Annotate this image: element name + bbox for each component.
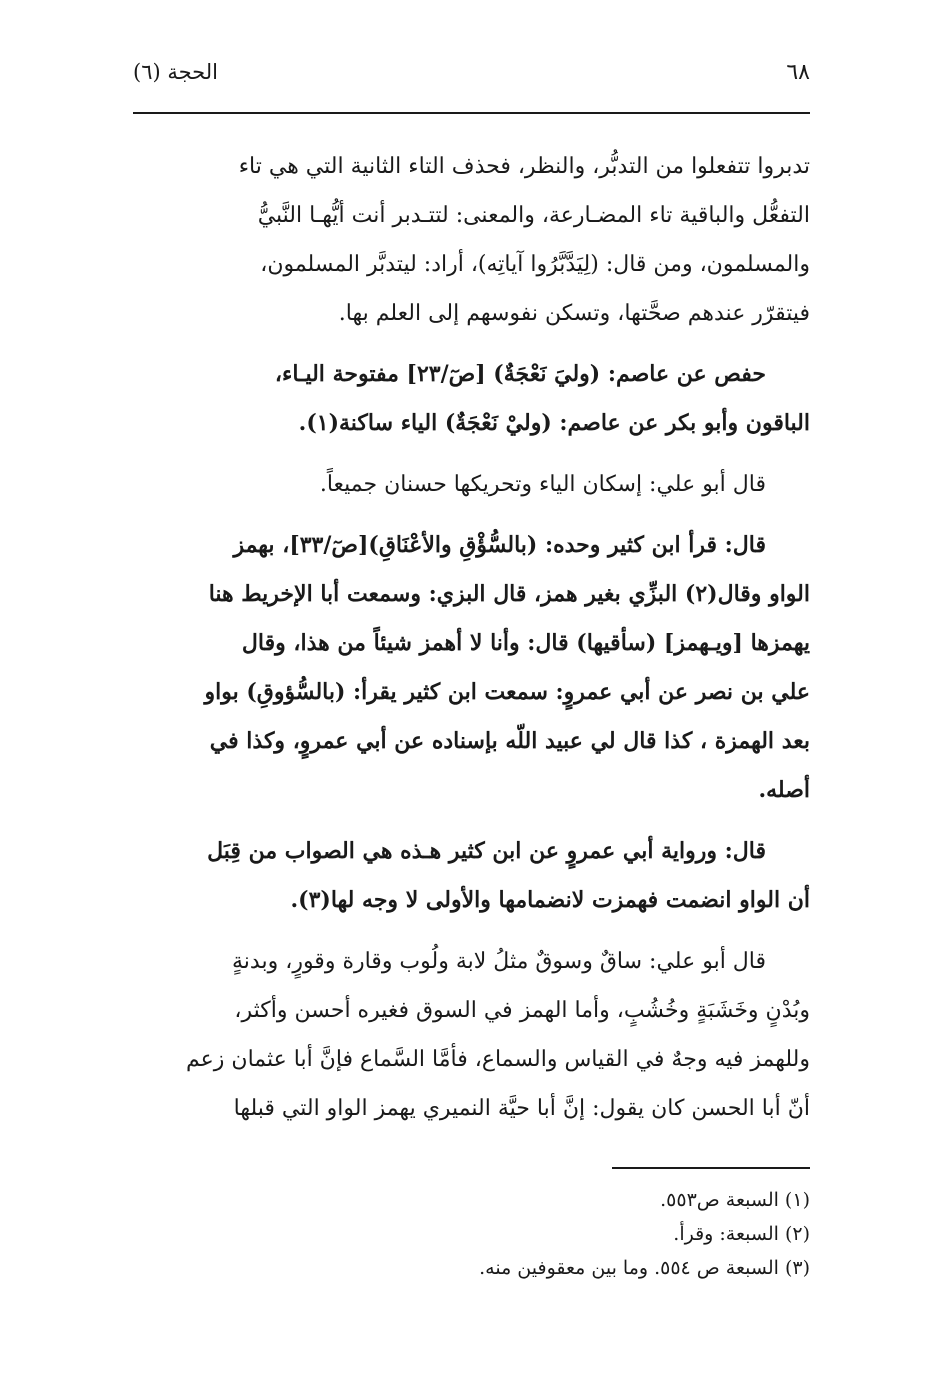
text-line: بعد الهمزة ، كذا قال لي عبيد اللّه بإسناده عن أبي عمروٍ، وكذا في <box>209 728 810 754</box>
running-title: الحجة (٦) <box>133 60 218 84</box>
footnote: (١) السبعة ص٥٥٣. <box>660 1189 810 1211</box>
text-line: أن الواو انضمت فهمزت لانضمامها والأولى لا وجه لها(٣). <box>290 887 810 913</box>
text-line: يهمزها [ويـهمز] (سأقيها) قال: وأنا لا أهمز شيئاً من هذا، وقال <box>241 630 810 656</box>
text-line: حفص عن عاصم: (وليَ نَعْجَةٌ) [صٓ/٢٣] مفتوحة اليـاء، <box>274 361 766 387</box>
footnotes <box>133 1183 810 1285</box>
header-rule <box>133 112 810 114</box>
text-line: فيتقرّر عندهم صحَّتها، وتسكن نفوسهم إلى العلم بها. <box>338 301 810 326</box>
footnote: (٢) السبعة: وقرأ. <box>673 1223 810 1245</box>
text-line: علي بن نصر عن أبي عمروٍ: سمعت ابن كثير يقرأ: (بالسُّؤوقِ) بواو <box>204 679 810 705</box>
text-line: الواو وقال(٢) البزِّي بغير همز، قال البزي: وسمعت أبا الإخريط هنا <box>208 581 810 607</box>
paragraph-gap <box>133 338 810 350</box>
paragraph-gap <box>133 448 810 460</box>
paragraph-gap <box>133 509 810 521</box>
text-line: والمسلمون، ومن قال: (لِيَدَّبَّرُوا آياتِه)، أراد: ليتدبَّر المسلمون، <box>260 252 810 277</box>
text-line: قال: ورواية أبي عمروٍ عن ابن كثير هـذه هي الصواب من قِبَل <box>207 838 766 864</box>
text-line: قال: قرأ ابن كثير وحده: (بالسُّؤْقِ والأعْنَاقِ)[صٓ/٣٣]، بهمز <box>233 532 766 558</box>
text-line: قال أبو علي: ساقٌ وسوقٌ مثلُ لابة ولُوب وقارة وقورٍ، وبدنةٍ <box>232 949 766 974</box>
footnote-separator <box>612 1167 810 1169</box>
paragraph-gap <box>133 815 810 827</box>
footnote: (٣) السبعة ص ٥٥٤. وما بين معقوفين منه. <box>479 1257 810 1279</box>
text-line: تدبروا تتفعلوا من التدبُّر، والنظر، فحذف التاء الثانية التي هي تاء <box>238 154 810 179</box>
text-line: أصله. <box>758 777 810 803</box>
text-line: قال أبو علي: إسكان الياء وتحريكها حسنان جميعاً. <box>319 472 766 497</box>
text-line: التفعُّل والباقية تاء المضـارعة، والمعنى: لتتـدبر أنت أيُّهـا النَّبيُّ <box>257 203 810 228</box>
page-header <box>133 60 810 100</box>
paragraph-gap <box>133 925 810 937</box>
main-text <box>133 142 810 1133</box>
book-page <box>133 60 810 1285</box>
text-line: أنّ أبا الحسن كان يقول: إنَّ أبا حيَّة النميري يهمز الواو التي قبلها <box>233 1096 810 1121</box>
text-line: وللهمز فيه وجهٌ في القياس والسماع، فأمَّا السَّماع فإنَّ أبا عثمان زعم <box>186 1047 810 1072</box>
text-line: وبُدْنٍ وخَشَبَةٍ وخُشُبٍ، وأما الهمز في السوق فغيره أحسن وأكثر، <box>234 998 810 1023</box>
page-number: ٦٨ <box>786 60 810 85</box>
text-line: الباقون وأبو بكر عن عاصم: (وليْ نَعْجَةٌ) الياء ساكنة(١). <box>298 410 810 436</box>
